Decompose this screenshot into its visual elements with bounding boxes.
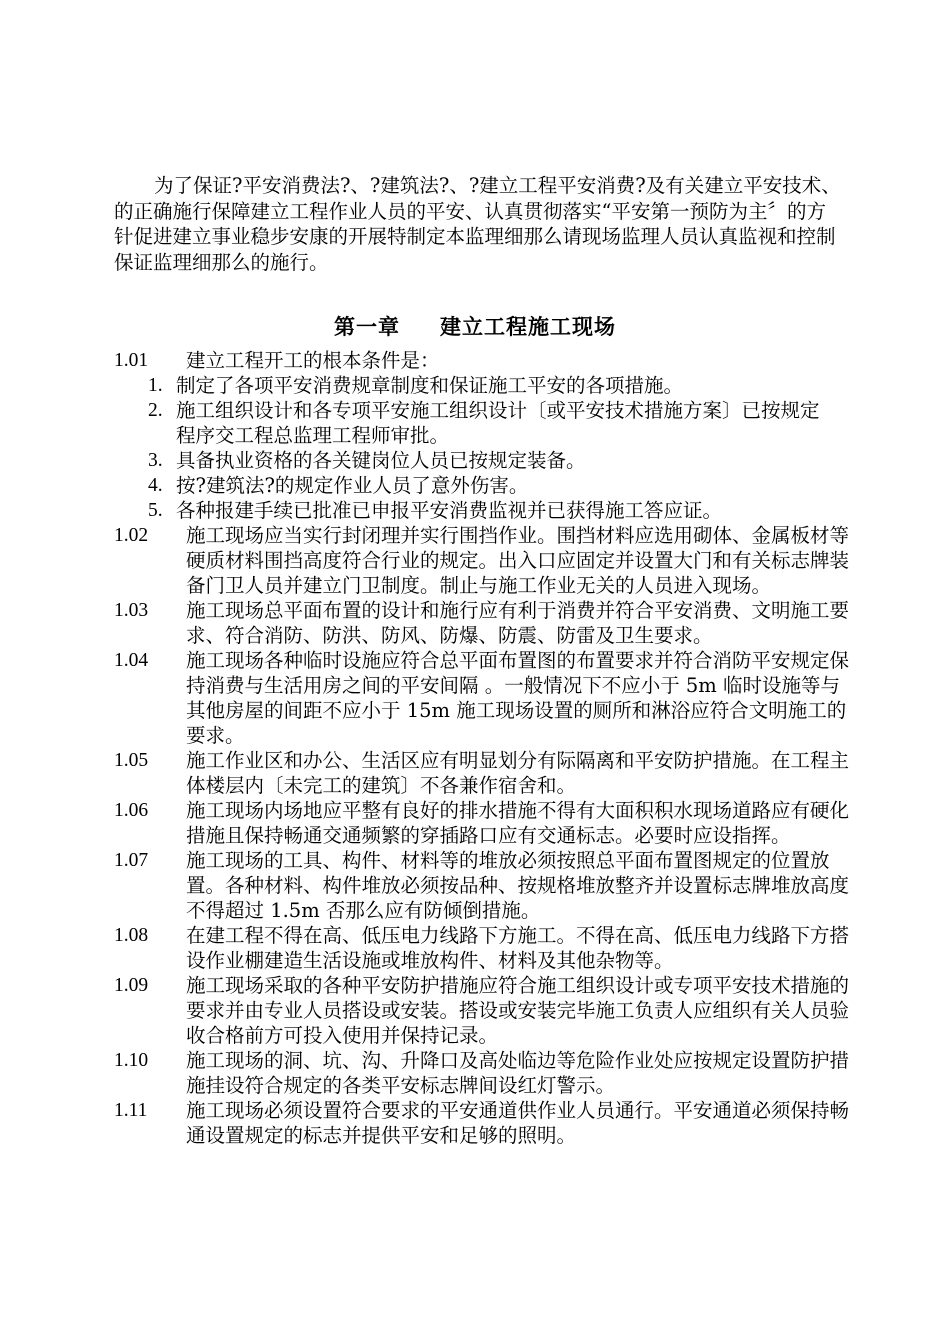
clause-number: 1.04 — [114, 650, 149, 671]
clause-text: 施工作业区和办公、生活区应有明显划分有际隔离和平安防护措施。在工程主体楼层内〔未完工的建筑〕不各兼作宿舍和。 — [186, 749, 850, 797]
clause-item — [114, 848, 854, 923]
clause-text: 施工现场必须设置符合要求的平安通道供作业人员通行。平安通道必须保持畅通设置规定的标志并提供平安和足够的照明。 — [186, 1099, 850, 1147]
sub-item-text: 制定了各项平安消费规章制度和保证施工平安的各项措施。 — [176, 374, 684, 397]
clause-text: 施工现场应当实行封闭理并实行围挡作业。围挡材料应选用砌体、金属板材等硬质材料围挡高度符合行业的规定。出入口应固定并设置大门和有关标志牌装备门卫人员并建立门卫制度。制止与施工作业无关的人员进入现场。 — [186, 524, 850, 597]
clause-text: 在建工程不得在高、低压电力线路下方施工。不得在高、低压电力线路下方搭设作业棚建造生活设施或堆放构件、材料及其他杂物等。 — [186, 924, 850, 972]
sub-item-number: 3. — [148, 450, 163, 471]
chapter-title: 建立工程施工现场 — [440, 314, 616, 339]
clause-number: 1.09 — [114, 975, 149, 996]
clause-text: 施工现场的洞、坑、沟、升降口及高处临边等危险作业处应按规定设置防护措施挂设符合规定的各类平安标志牌间设红灯警示。 — [186, 1049, 850, 1097]
clause-number: 1.08 — [114, 925, 149, 946]
clause-text: 施工现场总平面布置的设计和施行应有利于消费并符合平安消费、文明施工要求、符合消防、防洪、防风、防爆、防震、防雷及卫生要求。 — [186, 599, 850, 647]
clause-number: 1.10 — [114, 1050, 149, 1071]
clause-item — [114, 1098, 854, 1148]
clause-item — [114, 598, 854, 648]
sub-item-number: 4. — [148, 475, 163, 496]
clause-item — [114, 748, 854, 798]
chapter-heading — [0, 311, 950, 341]
clause-number: 1.03 — [114, 600, 149, 621]
clause-item — [114, 648, 854, 748]
sub-item — [148, 473, 854, 498]
clause-text: 施工现场的工具、构件、材料等的堆放必须按照总平面布置图规定的位置放置。各种材料、构件堆放必须按品种、按规格堆放整齐并设置标志牌堆放高度不得超过 1.5m 否那么应有防倾倒措施。 — [186, 849, 850, 922]
clause-item — [114, 798, 854, 848]
clause-text: 施工现场采取的各种平安防护措施应符合施工组织设计或专项平安技术措施的要求并由专业人员搭设或安装。搭设或安装完毕施工负责人应组织有关人员验收合格前方可投入使用并保持记录。 — [186, 974, 850, 1047]
clause-item — [114, 348, 854, 373]
sub-item-text: 各种报建手续已批准已申报平安消费监视并已获得施工答应证。 — [176, 499, 723, 522]
clause-number: 1.05 — [114, 750, 149, 771]
clause-item — [114, 923, 854, 973]
sub-item — [148, 448, 854, 473]
clause-text: 施工现场内场地应平整有良好的排水措施不得有大面积积水现场道路应有硬化措施且保持畅通交通频繁的穿插路口应有交通标志。必要时应设指挥。 — [186, 799, 850, 847]
clause-number: 1.02 — [114, 525, 149, 546]
clause-item — [114, 973, 854, 1048]
sub-item-text: 施工组织设计和各专项平安施工组织设计〔或平安技术措施方案〕已按规定程序交工程总监理工程师审批。 — [176, 399, 820, 447]
sub-item-text: 按?建筑法?的规定作业人员了意外伤害。 — [176, 474, 529, 497]
sub-item — [148, 498, 854, 523]
clause-number: 1.07 — [114, 850, 149, 871]
clause-text: 建立工程开工的根本条件是： — [186, 349, 440, 372]
clause-item — [114, 1048, 854, 1098]
sub-item-number: 5. — [148, 500, 163, 521]
clause-list — [114, 348, 854, 1148]
sub-item-text: 具备执业资格的各关键岗位人员已按规定装备。 — [176, 449, 586, 472]
sub-item-number: 1. — [148, 375, 163, 396]
sub-item-number: 2. — [148, 400, 163, 421]
chapter-number: 第一章 — [334, 314, 400, 339]
intro-paragraph: 为了保证?平安消费法?、?建筑法?、?建立工程平安消费?及有关建立平安技术、的正确施行保障建立工程作业人员的平安、认真贯彻落实“平安第一预防为主〞的方针促进建立事业稳步安康的开展特制定本监理细那么请现场监理人员认真监视和控制保证监理细那么的施行。 — [114, 174, 841, 274]
clause-text: 施工现场各种临时设施应符合总平面布置图的布置要求并符合消防平安规定保持消费与生活用房之间的平安间隔 。一般情况下不应小于 5m 临时设施等与其他房屋的间距不应小于 15m 施工现场设置的厕所和淋浴应符合文明施工的要求。 — [186, 649, 850, 747]
clause-number: 1.06 — [114, 800, 149, 821]
clause-item — [114, 523, 854, 598]
sub-item — [148, 398, 854, 448]
sub-item — [148, 373, 854, 398]
clause-number: 1.01 — [114, 350, 149, 371]
clause-number: 1.11 — [114, 1100, 148, 1121]
